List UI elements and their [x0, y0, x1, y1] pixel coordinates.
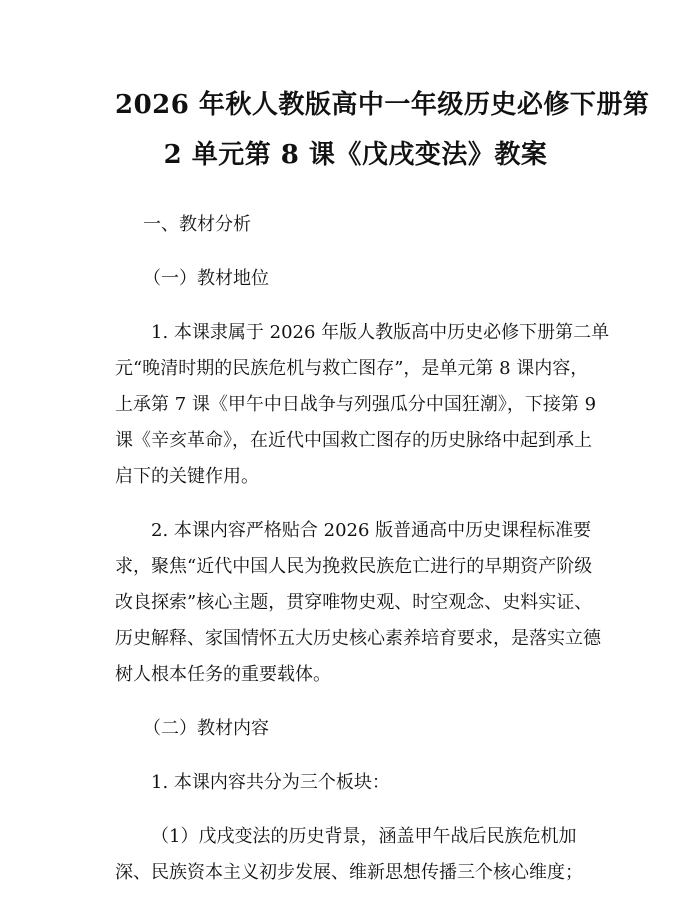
paragraph-line: 1. 本课内容共分为三个板块： — [151, 772, 390, 793]
section-heading-textbook-analysis: 一、教材分析 — [143, 214, 251, 235]
paragraph-line: 求，聚焦“近代中国人民为挽救民族危亡进行的早期资产阶级 — [115, 556, 593, 577]
subsection-heading-textbook-position: （一）教材地位 — [143, 268, 269, 289]
title-line-1: 2026 年秋人教版高中一年级历史必修下册第 — [115, 90, 650, 120]
paragraph-line: 2. 本课内容严格贴合 2026 版普通高中历史课程标准要 — [151, 520, 592, 541]
paragraph-historical-background — [115, 819, 596, 891]
paragraph-line: 改良探索”核心主题，贯穿唯物史观、时空观念、史料实证、 — [115, 592, 593, 613]
paragraph-content-blocks — [115, 765, 596, 801]
paragraph-line: 历史解释、家国情怀五大历史核心素养培育要求，是落实立德 — [115, 628, 601, 649]
paragraph-line: 启下的关键作用。 — [115, 466, 259, 487]
paragraph-line: 课《辛亥革命》，在近代中国救亡图存的历史脉络中起到承上 — [115, 430, 592, 451]
title-line-2: 2 单元第 8 课《戊戌变法》教案 — [163, 140, 548, 170]
document-title — [115, 0, 650, 180]
paragraph-curriculum-standard — [115, 513, 601, 693]
paragraph-line: 1. 本课隶属于 2026 年版人教版高中历史必修下册第二单 — [151, 322, 610, 343]
paragraph-line: （1）戊戌变法的历史背景，涵盖甲午战后民族危机加 — [151, 826, 577, 847]
paragraph-line: 树人根本任务的重要载体。 — [115, 664, 331, 685]
paragraph-line: 上承第 7 课《甲午中日战争与列强瓜分中国狂潮》，下接第 9 — [115, 394, 597, 415]
paragraph-line: 元“晚清时期的民族危机与救亡图存”，是单元第 8 课内容， — [115, 358, 589, 379]
paragraph-course-position — [115, 315, 610, 495]
paragraph-line: 深、民族资本主义初步发展、维新思想传播三个核心维度； — [115, 862, 583, 883]
subsection-heading-textbook-content: （二）教材内容 — [143, 718, 269, 739]
